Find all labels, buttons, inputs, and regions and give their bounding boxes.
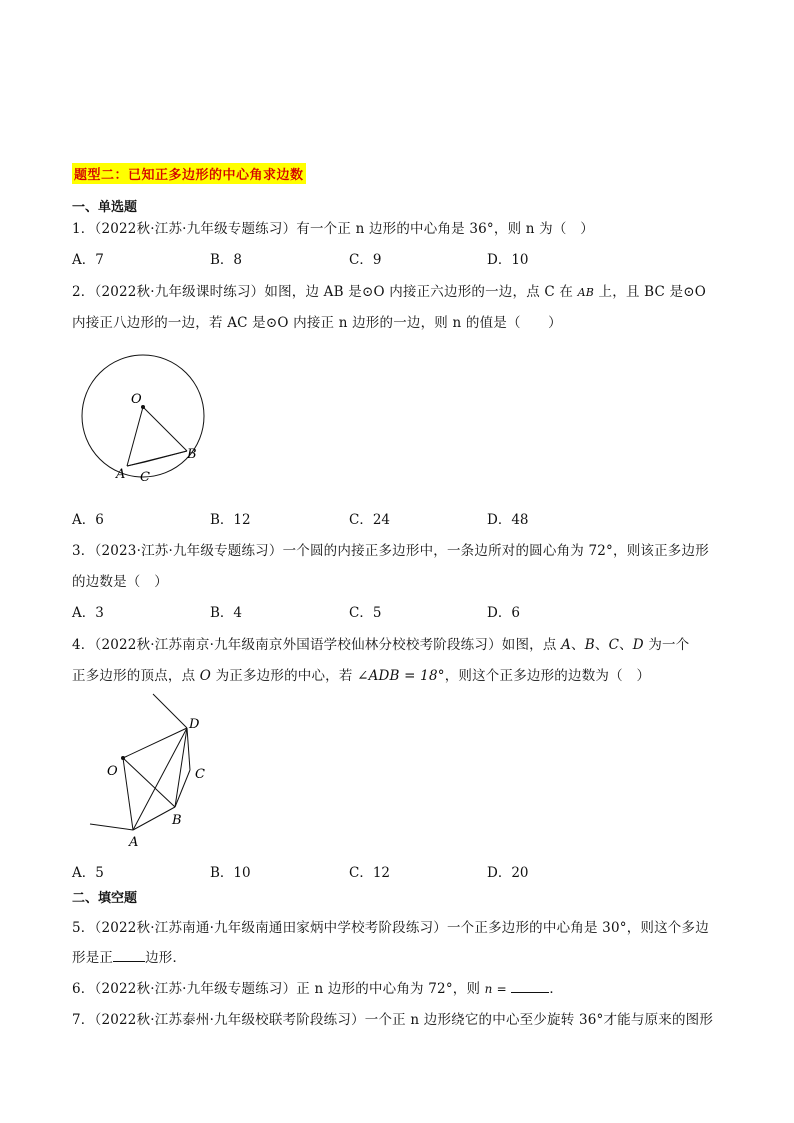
q2-segment-oa	[127, 407, 143, 466]
q2-label-o: O	[131, 392, 142, 407]
q4-label-o: O	[107, 764, 118, 779]
q4-label-a: A	[129, 835, 139, 850]
q4-label-d: D	[189, 717, 200, 732]
q4-line2-part-b: 为正多边形的中心，若	[211, 668, 358, 684]
q6-text-a: 6．（2022秋·江苏·九年级专题练习）正 n 边形的中心角为 72°，则	[72, 981, 485, 997]
q2-circle	[82, 355, 204, 477]
q5-line2	[72, 946, 186, 966]
q4-sep-3: 、	[619, 637, 633, 653]
q6-n-equals: n =	[484, 982, 507, 996]
q4-segment-oa	[123, 758, 133, 830]
q4-segment-od	[123, 728, 187, 758]
q2-label-a: A	[116, 467, 126, 482]
q4-line1	[72, 633, 689, 653]
q4-sep-1: 、	[571, 637, 585, 653]
q5-line1: 5．（2022秋·江苏南通·九年级南通田家炳中学校考阶段练习）一个正多边形的中心角是 30°，则这个多边	[72, 920, 709, 936]
q2-label-c: C	[140, 470, 150, 485]
q1-option-a: A．7	[72, 252, 104, 268]
q2-option-c: C．24	[349, 512, 391, 528]
q4-extension-left	[90, 824, 133, 830]
q2-figure-circle	[75, 350, 215, 490]
q4-option-b: B．10	[210, 865, 251, 881]
q2-option-a: A．6	[72, 512, 104, 528]
q2-line1	[72, 280, 706, 300]
q2-segment-ob	[143, 407, 187, 451]
q6-line	[72, 977, 563, 997]
q4-point-d: D	[632, 637, 644, 653]
q1-text: 1．（2022秋·江苏·九年级专题练习）有一个正 n 边形的中心角是 36°，则 n 为（ ）	[72, 221, 594, 237]
section-fill-in: 二、填空题	[72, 891, 138, 906]
q4-angle: ∠ADB = 18°	[357, 668, 445, 684]
q4-point-c: C	[608, 637, 620, 653]
q4-point-a: A	[561, 637, 572, 653]
q2-line1-part-a: 2．（2022秋·九年级课时练习）如图，边 AB 是⊙O 内接正六边形的一边，点 C 在	[72, 284, 578, 300]
q5-line2-part-a: 形是正	[72, 950, 114, 966]
q3-line2: 的边数是（ ）	[72, 574, 168, 590]
q4-option-d: D．20	[487, 865, 529, 881]
q2-line2: 内接正八边形的一边，若 AC 是⊙O 内接正 n 边形的一边，则 n 的值是（ ）	[72, 315, 562, 331]
q1-option-b: B．8	[210, 252, 243, 268]
q1-option-d: D．10	[487, 252, 529, 268]
q2-arc-ab: AB	[577, 286, 595, 299]
q4-sep-2: 、	[594, 637, 609, 653]
q4-line2	[72, 664, 650, 684]
q2-segment-ac	[127, 462, 145, 466]
q4-segment-cd	[187, 728, 190, 770]
q6-answer-blank[interactable]	[511, 980, 549, 993]
q3-option-d: D．6	[487, 605, 520, 621]
q4-center-dot	[121, 756, 125, 760]
q1-option-c: C．9	[349, 252, 382, 268]
q4-label-b: B	[172, 813, 182, 828]
section-single-choice: 一、单选题	[72, 200, 138, 215]
q2-line1-part-b: 上，且 BC 是⊙O	[594, 284, 707, 300]
q3-line1: 3．（2023·江苏·九年级专题练习）一个圆的内接正多边形中，一条边所对的圆心角为 72°，则该正多边形	[72, 543, 709, 559]
q4-figure-polygon	[85, 690, 225, 855]
q4-line2-part-c: ，则这个正多边形的边数为（ ）	[444, 668, 651, 684]
q4-option-c: C．12	[349, 865, 391, 881]
q7-line1: 7．（2022秋·江苏泰州·九年级校联考阶段练习）一个正 n 边形绕它的中心至少旋转 36°才能与原来的图形	[72, 1012, 714, 1028]
q4-segment-bc	[175, 770, 190, 807]
q2-option-b: B．12	[210, 512, 251, 528]
q2-option-d: D．48	[487, 512, 529, 528]
q4-option-a: A．5	[72, 865, 104, 881]
q4-label-c: C	[195, 767, 205, 782]
q5-answer-blank[interactable]	[113, 949, 145, 962]
q4-point-o: O	[199, 668, 212, 684]
q3-option-c: C．5	[349, 605, 382, 621]
q4-extension-top	[153, 694, 187, 728]
q4-line2-part-a: 正多边形的顶点，点	[72, 668, 200, 684]
q3-option-a: A．3	[72, 605, 104, 621]
q2-label-b: B	[187, 447, 197, 462]
q3-option-b: B．4	[210, 605, 243, 621]
q4-point-b: B	[584, 637, 595, 653]
topic-heading: 题型二：已知正多边形的中心角求边数	[72, 163, 306, 184]
q6-text-b: ．	[549, 981, 564, 997]
q4-line1-part-b: 为一个	[643, 637, 690, 653]
q4-line1-part-a: 4．（2022秋·江苏南京·九年级南京外国语学校仙林分校校考阶段练习）如图，点	[72, 637, 562, 653]
q2-segment-cb	[145, 451, 187, 462]
q5-line2-part-b: 边形．	[145, 950, 187, 966]
